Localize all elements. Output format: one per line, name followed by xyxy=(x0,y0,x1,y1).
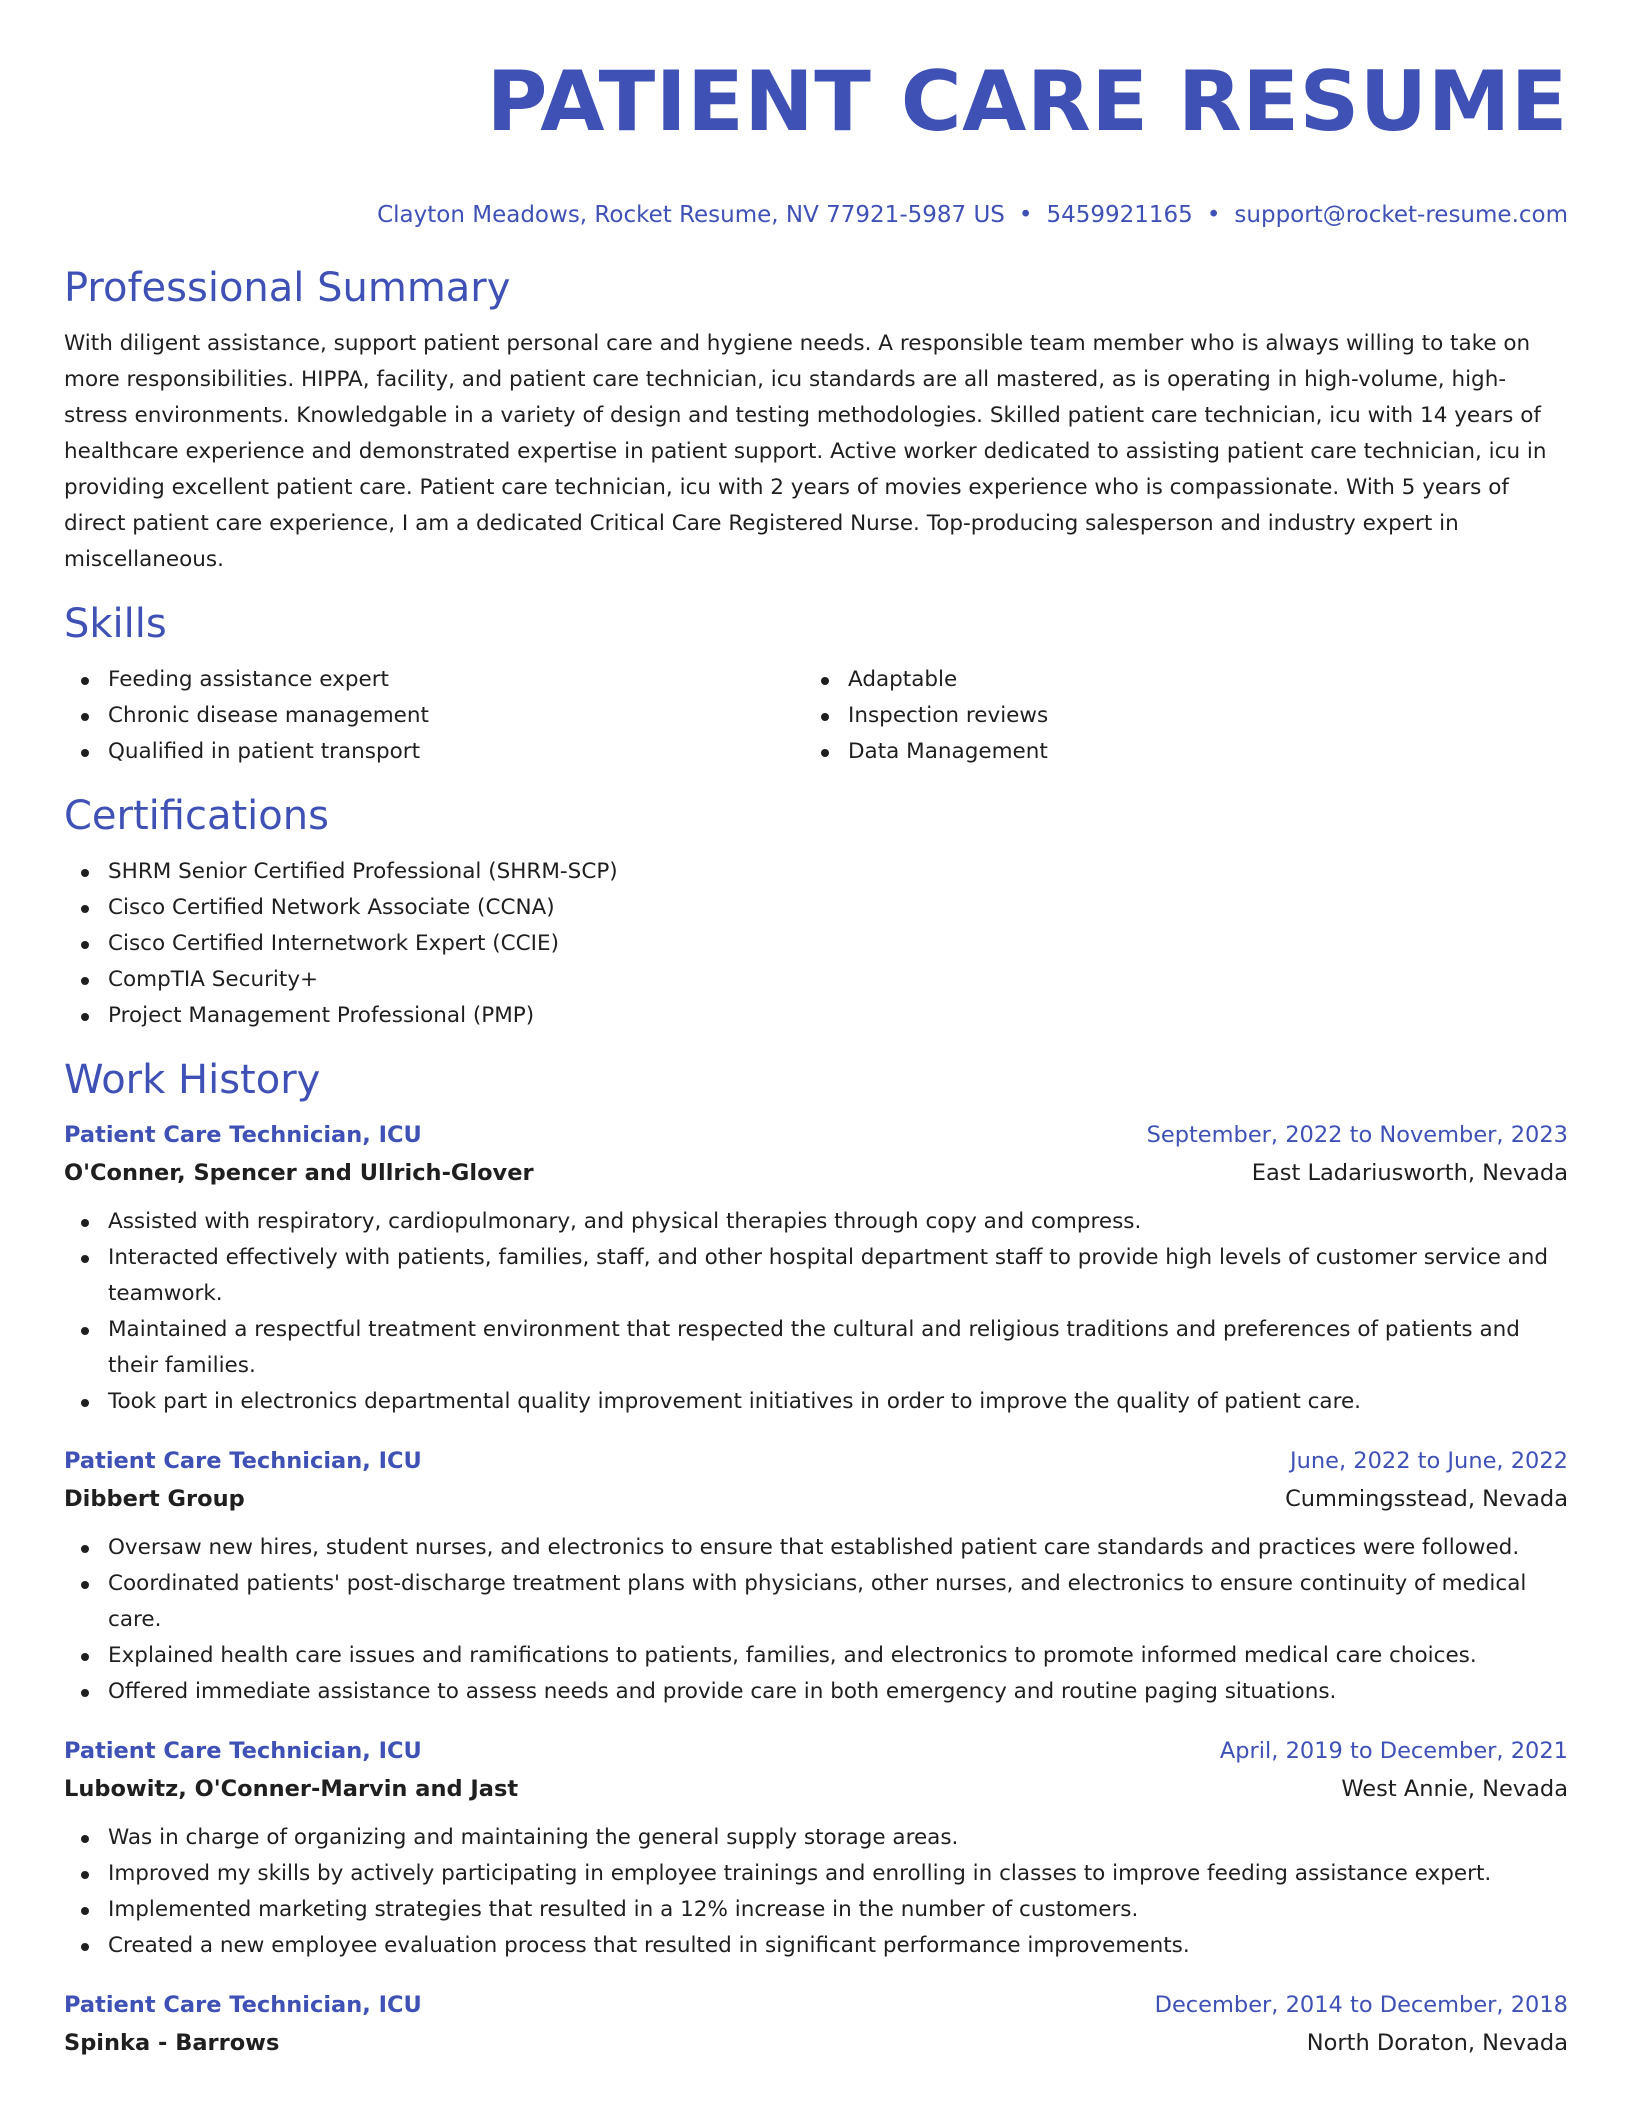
skill-item: Qualified in patient transport xyxy=(64,734,804,770)
job-bullet: Assisted with respiratory, cardiopulmonary, and physical therapies through copy and compress. xyxy=(64,1204,1568,1240)
job-header xyxy=(64,1442,1568,1480)
contact-separator: • xyxy=(1018,202,1033,228)
work-history-heading: Work History xyxy=(64,1057,321,1103)
certification-item: Cisco Certified Internetwork Expert (CCIE) xyxy=(64,926,1568,962)
job-location: North Doraton, Nevada xyxy=(1306,2030,1568,2056)
job-company: O'Conner, Spencer and Ullrich-Glover xyxy=(64,1160,534,1186)
job-bullets xyxy=(64,1204,1568,1420)
summary-heading: Professional Summary xyxy=(64,265,511,311)
skill-item: Data Management xyxy=(804,734,1544,770)
job-bullet: Oversaw new hires, student nurses, and electronics to ensure that established patient care standards and practices were followed. xyxy=(64,1530,1568,1566)
skill-item: Adaptable xyxy=(804,662,1544,698)
job-dates: June, 2022 to June, 2022 xyxy=(1289,1448,1568,1474)
job-title: Patient Care Technician, ICU xyxy=(64,1448,422,1474)
job-company: Spinka - Barrows xyxy=(64,2030,280,2056)
job-employer-row xyxy=(64,1770,1568,1808)
job-location: West Annie, Nevada xyxy=(1341,1776,1568,1802)
job-dates: April, 2019 to December, 2021 xyxy=(1219,1738,1568,1764)
job-bullet: Offered immediate assistance to assess needs and provide care in both emergency and routine paging situations. xyxy=(64,1674,1568,1710)
job-company: Dibbert Group xyxy=(64,1486,245,1512)
contact-address: Clayton Meadows, Rocket Resume, NV 77921-5987 US xyxy=(377,202,1005,228)
contact-line xyxy=(64,200,1568,230)
job-header xyxy=(64,1986,1568,2024)
job-dates: December, 2014 to December, 2018 xyxy=(1154,1992,1568,2018)
skills-list xyxy=(64,662,1568,770)
job-bullet: Was in charge of organizing and maintaining the general supply storage areas. xyxy=(64,1820,1568,1856)
job-bullets xyxy=(64,1530,1568,1710)
job-header xyxy=(64,1732,1568,1770)
skill-item: Feeding assistance expert xyxy=(64,662,804,698)
job-header xyxy=(64,1116,1568,1154)
contact-email[interactable]: support@rocket-resume.com xyxy=(1234,202,1568,228)
job-entry xyxy=(64,1116,1568,1420)
job-location: Cummingsstead, Nevada xyxy=(1285,1486,1568,1512)
job-bullet: Created a new employee evaluation process that resulted in significant performance improvements. xyxy=(64,1928,1568,1964)
skill-item: Chronic disease management xyxy=(64,698,804,734)
job-bullet: Implemented marketing strategies that resulted in a 12% increase in the number of customers. xyxy=(64,1892,1568,1928)
summary-text: With diligent assistance, support patient personal care and hygiene needs. A responsible team member who is always willing to take on more responsibilities. HIPPA, facility, and patient care technician, icu standards are all mastered, as is operating in high-volume, high-stress environments. Knowledgable in a variety of design and testing methodologies. Skilled patient care technician, icu with 14 years of healthcare experience and demonstrated expertise in patient support. Active worker dedicated to assisting patient care technician, icu in providing excellent patient care. Patient care technician, icu with 2 years of movies experience who is compassionate. With 5 years of direct patient care experience, I am a dedicated Critical Care Registered Nurse. Top-producing salesperson and industry expert in miscellaneous. xyxy=(64,331,1547,572)
job-dates: September, 2022 to November, 2023 xyxy=(1146,1122,1568,1148)
certifications-list xyxy=(64,854,1568,1034)
job-bullet: Maintained a respectful treatment environment that respected the cultural and religious traditions and preferences of patients and their families. xyxy=(64,1312,1568,1384)
job-bullet: Explained health care issues and ramifications to patients, families, and electronics to promote informed medical care choices. xyxy=(64,1638,1568,1674)
certifications-heading: Certifications xyxy=(64,793,329,839)
job-bullet: Took part in electronics departmental quality improvement initiatives in order to improve the quality of patient care. xyxy=(64,1384,1568,1420)
job-entry xyxy=(64,1442,1568,1710)
certification-item: Cisco Certified Network Associate (CCNA) xyxy=(64,890,1568,926)
job-employer-row xyxy=(64,1154,1568,1192)
job-location: East Ladariusworth, Nevada xyxy=(1251,1160,1568,1186)
job-title: Patient Care Technician, ICU xyxy=(64,1992,422,2018)
job-company: Lubowitz, O'Conner-Marvin and Jast xyxy=(64,1776,519,1802)
skills-heading: Skills xyxy=(64,601,167,647)
resume-title: PATIENT CARE RESUME xyxy=(486,53,1568,150)
job-employer-row xyxy=(64,1480,1568,1518)
certification-item: Project Management Professional (PMP) xyxy=(64,998,1568,1034)
job-employer-row xyxy=(64,2024,1568,2062)
contact-phone: 5459921165 xyxy=(1046,202,1193,228)
job-bullets xyxy=(64,1820,1568,1964)
job-entry xyxy=(64,1986,1568,2062)
job-title: Patient Care Technician, ICU xyxy=(64,1738,422,1764)
job-entry xyxy=(64,1732,1568,1964)
job-bullet: Coordinated patients' post-discharge treatment plans with physicians, other nurses, and electronics to ensure continuity of medical care. xyxy=(64,1566,1568,1638)
certification-item: CompTIA Security+ xyxy=(64,962,1568,998)
certification-item: SHRM Senior Certified Professional (SHRM-SCP) xyxy=(64,854,1568,890)
contact-separator: • xyxy=(1206,202,1221,228)
job-bullet: Interacted effectively with patients, families, staff, and other hospital department staff to provide high levels of customer service and teamwork. xyxy=(64,1240,1568,1312)
skills-column-right xyxy=(804,662,1544,770)
job-title: Patient Care Technician, ICU xyxy=(64,1122,422,1148)
job-bullet: Improved my skills by actively participating in employee trainings and enrolling in classes to improve feeding assistance expert. xyxy=(64,1856,1568,1892)
skill-item: Inspection reviews xyxy=(804,698,1544,734)
skills-column-left xyxy=(64,662,804,770)
